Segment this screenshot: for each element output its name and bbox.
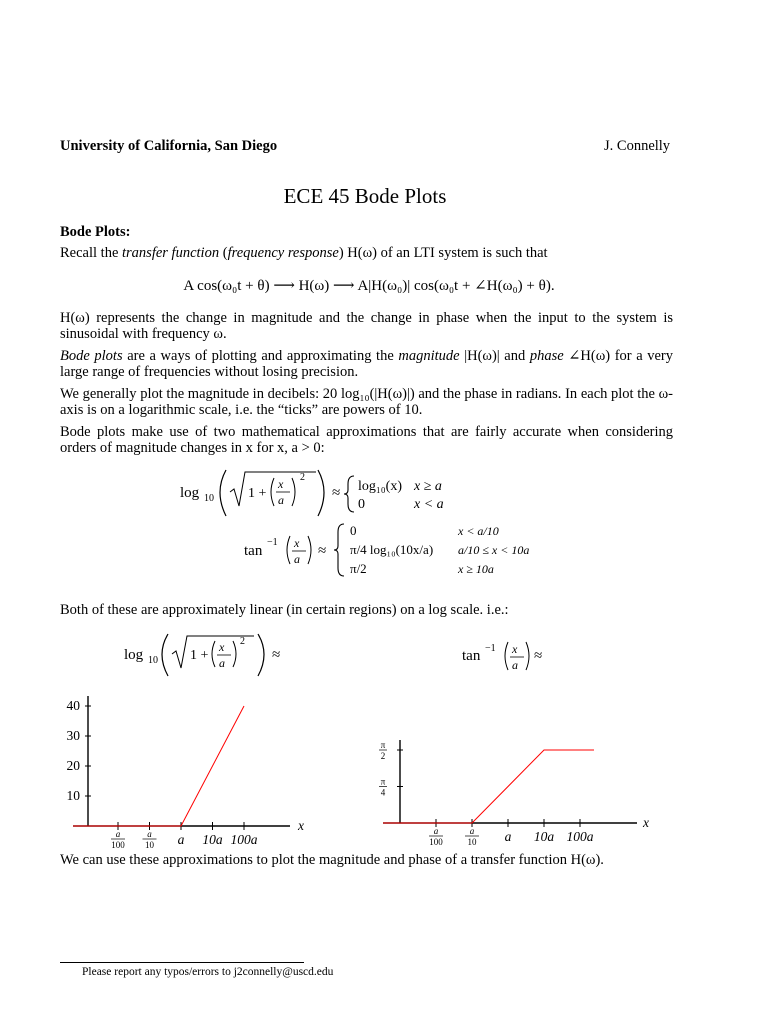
phase-y-tick-label	[379, 740, 387, 761]
paragraph-2: H(ω) represents the change in magnitude and the change in phase when the input to the system is sinusoidal with frequency ω.	[60, 310, 673, 342]
p3-a: are a ways of plotting and approximating the	[122, 348, 399, 364]
phase-x-tick-label-den: 10	[467, 837, 477, 847]
p3-term-bode-plots: Bode plots	[60, 348, 123, 364]
p3-term-magnitude: magnitude	[398, 348, 460, 364]
label-log-plot	[120, 630, 290, 680]
svg-text:a: a	[294, 552, 300, 566]
svg-text:x: x	[278, 477, 284, 491]
tan-case-2-cond: a/10 ≤ x < 10a	[458, 543, 530, 557]
mag-x-tick-label	[111, 829, 125, 850]
p1-pre: Recall the	[60, 245, 123, 261]
phase-y-tick-label	[379, 777, 387, 798]
phase-x-label: x	[643, 815, 649, 830]
svg-text:1 +: 1 +	[190, 648, 209, 663]
plot-log-approx: ≈	[272, 647, 281, 663]
mag-y-tick-label: 10	[66, 788, 80, 803]
footnote: Please report any typos/errors to j2connelly@uscd.edu	[82, 966, 334, 978]
mag-x-tick-label	[143, 829, 157, 850]
phase-x-tick-label-num: a	[469, 826, 475, 836]
plot-tan-approx: ≈	[534, 648, 543, 664]
p1-mid: (	[219, 245, 228, 261]
phase-x-tick-label: 100a	[566, 829, 594, 844]
phase-y-tick-num: π	[380, 776, 386, 787]
log-case-1-cond: x ≥ a	[414, 479, 442, 494]
svg-text:a: a	[278, 493, 284, 507]
tan-case-3-value: π/2	[350, 561, 367, 576]
svg-text:2: 2	[240, 636, 245, 647]
p3-b: |H(ω)| and	[459, 348, 530, 364]
page-title: ECE 45 Bode Plots	[283, 184, 447, 208]
phase-y-tick-den: 2	[380, 751, 386, 761]
tan-approx: ≈	[318, 543, 327, 559]
mag-x-tick-label-den: 100	[111, 840, 125, 850]
svg-text:1 +: 1 +	[248, 486, 267, 501]
phase-x-tick-label	[429, 826, 443, 847]
mag-series-line	[73, 706, 244, 826]
equation-arctan-approximation	[238, 518, 558, 582]
magnitude-chart	[55, 688, 325, 853]
log-approx: ≈	[332, 485, 341, 501]
p1-term-transfer-function: transfer function	[122, 245, 220, 261]
mag-y-tick-label: 30	[66, 728, 80, 743]
plot-tan-fn: tan	[462, 648, 481, 664]
p1-post: ) H(ω) of an LTI system is such that	[338, 245, 548, 261]
mag-x-label: x	[298, 818, 304, 833]
tan-case-2-value: π/4 log₁₀(10x/a)	[350, 542, 434, 557]
plot-log-fn: log	[124, 647, 144, 663]
p3-c: ∠H(ω) for a very large range of frequencies without losing precision.	[60, 348, 674, 380]
p3-term-phase: phase	[529, 348, 564, 364]
mag-x-tick-label: 100a	[230, 832, 258, 847]
equation-log-approximation	[170, 462, 470, 522]
paragraph-7: We can use these approximations to plot the magnitude and phase of a transfer function H(ω).	[60, 852, 604, 868]
plot-tan-sup: −1	[485, 643, 496, 654]
paragraph-1	[60, 245, 673, 261]
mag-x-tick-label-den: 10	[145, 840, 154, 850]
phase-y-tick-den: 4	[380, 787, 386, 798]
footnote-rule	[60, 962, 304, 963]
p1-term-frequency-response: frequency response	[227, 245, 339, 261]
tan-sup: −1	[267, 537, 278, 548]
phase-x-tick-label: 10a	[533, 829, 555, 844]
mag-x-tick-label-num: a	[147, 829, 152, 839]
equation-lti-response: A cos(ω₀t + θ) ⟶ H(ω) ⟶ A|H(ω₀)| cos(ω₀t + ∠H(ω₀) + θ).	[183, 278, 555, 294]
svg-text:2: 2	[300, 472, 305, 483]
tan-fn: tan	[244, 543, 263, 559]
phase-x-tick-label-den: 100	[429, 837, 443, 847]
log-case-2-value: 0	[358, 497, 365, 512]
mag-x-tick-label: 10a	[202, 832, 223, 847]
svg-text:x: x	[512, 642, 518, 656]
tan-case-1-cond: x < a/10	[458, 524, 499, 538]
log-fn: log	[180, 485, 200, 501]
tan-case-1-value: 0	[350, 523, 357, 538]
log-sub: 10	[204, 493, 214, 504]
paragraph-3	[60, 348, 673, 380]
mag-x-tick-label-num: a	[115, 829, 121, 839]
phase-x-tick-label	[465, 826, 479, 847]
header-author: J. Connelly	[604, 138, 671, 154]
svg-text:a: a	[512, 658, 518, 672]
tan-case-3-cond: x ≥ 10a	[458, 562, 494, 576]
paragraph-4: We generally plot the magnitude in decibels: 20 log₁₀(|H(ω)|) and the phase in radians. In each plot the ω-axis is on a logarithmic scale, i.e. the “ticks” are powers of 10.	[60, 386, 673, 418]
header-university: University of California, San Diego	[60, 138, 278, 154]
phase-chart	[365, 732, 665, 854]
plot-log-sub: 10	[148, 655, 158, 666]
mag-x-tick-label: a	[177, 832, 185, 847]
phase-x-tick-label-num: a	[433, 826, 439, 836]
paragraph-6: Both of these are approximately linear (in certain regions) on a log scale. i.e.:	[60, 602, 509, 618]
mag-y-tick-label: 40	[66, 698, 80, 713]
log-case-1-value: log₁₀(x)	[358, 479, 402, 494]
paragraph-5: Bode plots make use of two mathematical approximations that are fairly accurate when considering orders of magnitude changes in x for x, a > 0:	[60, 424, 673, 456]
mag-y-tick-label: 20	[66, 758, 80, 773]
phase-x-tick-label: a	[504, 829, 512, 844]
phase-y-tick-num: π	[380, 740, 386, 750]
section-heading: Bode Plots:	[60, 224, 131, 240]
svg-text:x: x	[294, 536, 300, 550]
svg-text:a: a	[219, 656, 225, 670]
label-arctan-plot	[458, 636, 558, 676]
log-case-2-cond: x < a	[414, 497, 444, 512]
svg-text:x: x	[219, 640, 225, 654]
phase-series-line	[380, 750, 594, 823]
